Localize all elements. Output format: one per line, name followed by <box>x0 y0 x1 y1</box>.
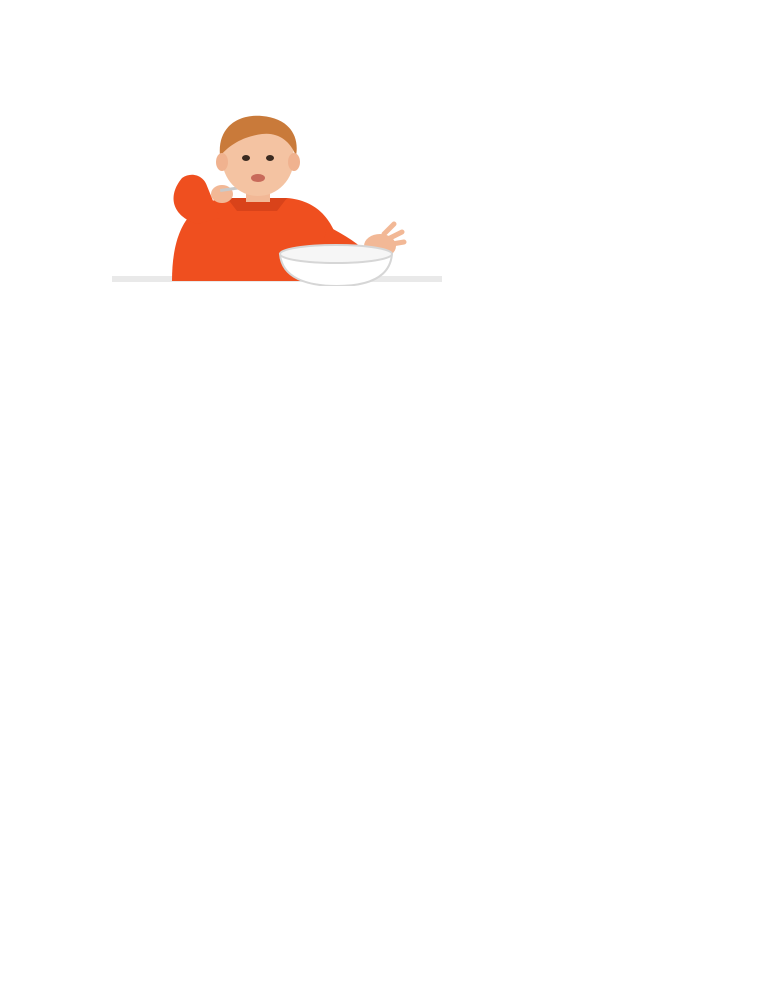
child-eating-photo <box>112 106 442 286</box>
top-border <box>0 6 768 46</box>
document-content <box>112 66 676 289</box>
bottom-border <box>0 944 768 984</box>
photo-and-text-block <box>112 83 676 289</box>
left-border <box>28 0 78 994</box>
right-border <box>694 0 744 994</box>
